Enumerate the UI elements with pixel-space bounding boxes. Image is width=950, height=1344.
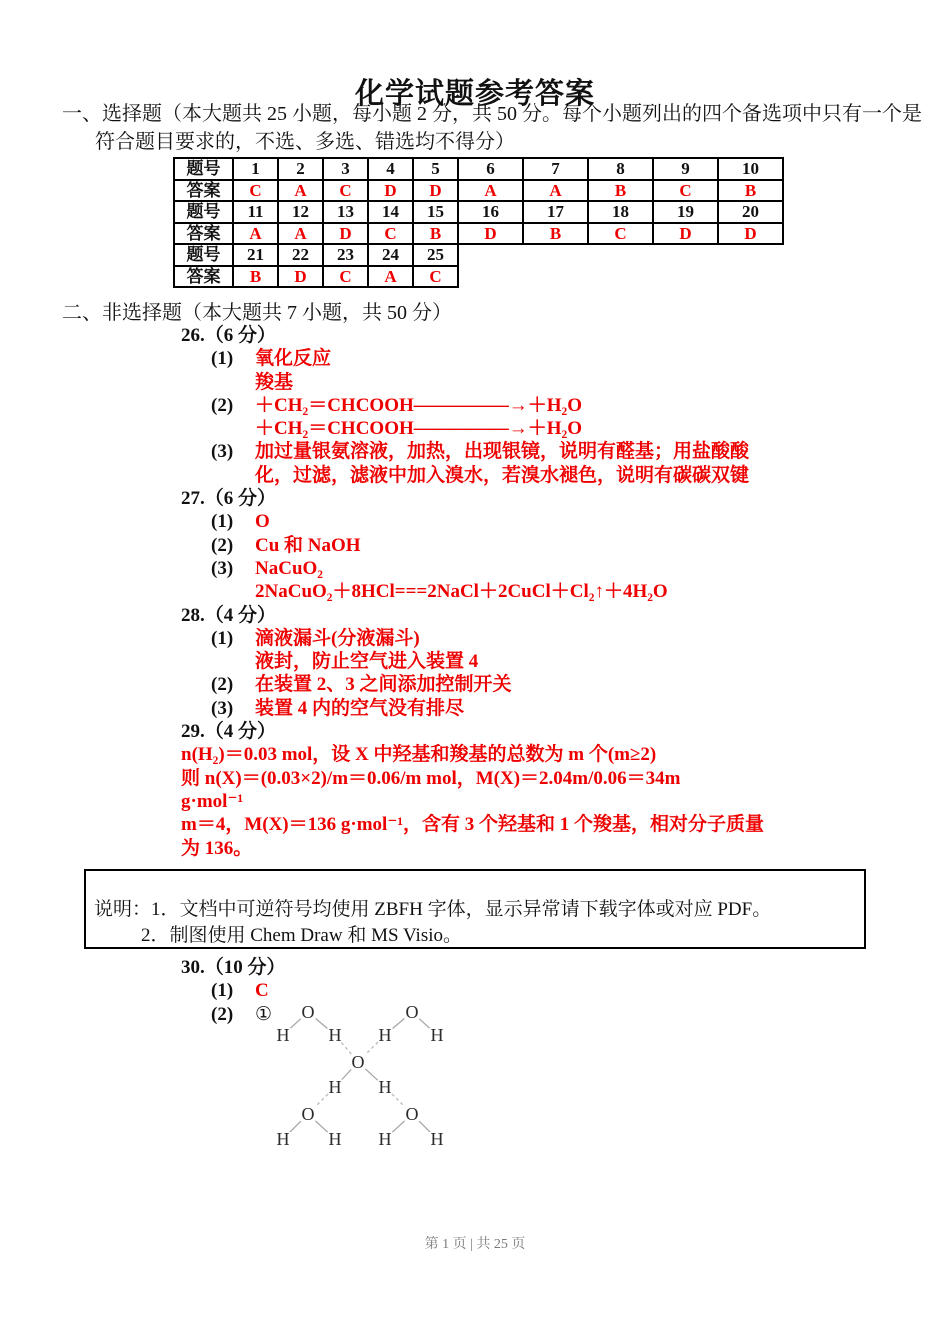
answer-cell: B (523, 223, 588, 245)
answer-cell: B (718, 180, 783, 202)
answer-line: 氧化反应 (255, 348, 332, 370)
question-block (0, 956, 950, 1155)
question-item (0, 979, 950, 1002)
question-block (0, 487, 950, 603)
row-header-cell: 题号 (174, 201, 233, 223)
answer-lines (255, 697, 464, 720)
answer-lines (255, 979, 269, 1002)
table-row-question-numbers (174, 244, 783, 266)
question-number-cell: 2 (278, 158, 323, 180)
question-number-cell: 14 (368, 201, 413, 223)
answer-cell: A (523, 180, 588, 202)
item-label: (3) (211, 441, 234, 463)
answer-cell: C (368, 223, 413, 245)
atom-label-o: O (405, 1103, 419, 1124)
question-item (0, 534, 950, 557)
answer-cell: A (458, 180, 523, 202)
question-item (0, 394, 950, 441)
covalent-bond (419, 1018, 429, 1027)
answer-cell: D (323, 223, 368, 245)
question-item (0, 557, 950, 604)
table-row-question-numbers (174, 201, 783, 223)
question-block (0, 720, 950, 860)
answer-body-line: g·mol⁻¹ (181, 790, 244, 812)
note-text-1: 1．文档中可逆符号均使用 ZBFH 字体，显示异常请下载字体或对应 PDF。 (151, 899, 772, 920)
question-number-cell: 15 (413, 201, 458, 223)
item-label: (3) (211, 557, 234, 579)
question-number-cell: 19 (653, 201, 718, 223)
atom-label-h: H (378, 1024, 392, 1045)
answer-lines (255, 440, 749, 487)
row-header-cell: 答案 (174, 266, 233, 288)
table-row-answers (174, 266, 783, 288)
answer-body-line: 则 n(X)＝(0.03×2)/m＝0.06/m mol，M(X)＝2.04m/0.06＝34m (181, 767, 681, 789)
answer-cell: C (233, 180, 278, 202)
answer-cell: D (718, 223, 783, 245)
page-title: 化学试题参考答案 (354, 78, 595, 111)
note-label: 说明： (94, 899, 152, 920)
questions-26-29 (0, 324, 950, 860)
answer-lines (255, 394, 582, 441)
question-number-cell: 4 (368, 158, 413, 180)
covalent-bond (365, 1068, 377, 1079)
question-number-cell: 23 (323, 244, 368, 266)
answer-line: 液封，防止空气进入装置 4 (255, 651, 479, 673)
water-hydrogen-bond-diagram (250, 1003, 482, 1159)
question-number-cell: 12 (278, 201, 323, 223)
answer-cell: B (233, 266, 278, 288)
atom-label-o: O (351, 1051, 365, 1072)
answer-cell: D (458, 223, 523, 245)
answer-body-line: 为 136。 (181, 837, 253, 859)
covalent-bond (342, 1069, 351, 1079)
question-number-cell: 17 (523, 201, 588, 223)
table-row-answers (174, 223, 783, 245)
hydrogen-bond (341, 1042, 351, 1054)
row-header-cell: 题号 (174, 158, 233, 180)
answer-cell: C (588, 223, 653, 245)
answer-cell: A (233, 223, 278, 245)
answer-line: 2NaCuO₂＋8HCl===2NaCl＋2CuCl＋Cl₂↑＋4H₂O (255, 581, 668, 603)
covalent-bond (419, 1121, 430, 1132)
question-number-cell: 21 (233, 244, 278, 266)
question-number-cell: 6 (458, 158, 523, 180)
question-number-cell: 25 (413, 244, 458, 266)
note-line-1 (94, 897, 864, 923)
question-number-cell: 7 (523, 158, 588, 180)
answer-lines (255, 627, 478, 674)
question-heading: 28.（4 分） (181, 604, 277, 626)
question-number-cell: 22 (278, 244, 323, 266)
circled-number: ① (255, 1003, 273, 1025)
atom-label-o: O (301, 1001, 315, 1022)
atom-label-h: H (328, 1128, 342, 1149)
row-header-cell: 题号 (174, 244, 233, 266)
atom-label-h: H (430, 1128, 444, 1149)
covalent-bond (393, 1018, 405, 1028)
answer-body-line: n(H₂)＝0.03 mol，设 X 中羟基和羧基的总数为 m 个(m≥2) (181, 744, 657, 766)
answer-body-line: m＝4，M(X)＝136 g·mol⁻¹，含有 3 个羟基和 1 个羧基，相对分子质量 (181, 814, 765, 836)
answer-lines (255, 534, 361, 557)
answer-line: ＋CH₂＝CHCOOH—————→＋H₂O (255, 418, 583, 440)
answer-cell: D (413, 180, 458, 202)
question-heading: 26.（6 分） (181, 325, 277, 346)
atom-label-h: H (328, 1024, 342, 1045)
answer-line: C (255, 980, 269, 1002)
answer-table (173, 157, 784, 288)
section1-heading (62, 101, 922, 156)
answer-cell: D (278, 266, 323, 288)
atom-label-h: H (276, 1128, 290, 1149)
answer-cell: C (653, 180, 718, 202)
answer-cell: D (368, 180, 413, 202)
answer-line: NaCuO₂ (255, 557, 323, 579)
covalent-bond (392, 1120, 404, 1131)
item-label: (3) (211, 697, 234, 719)
question-number-cell: 24 (368, 244, 413, 266)
item-label: (2) (211, 394, 234, 416)
question-item (0, 440, 950, 487)
atom-label-h: H (276, 1024, 290, 1045)
item-label: (1) (211, 348, 234, 370)
answer-line: 羧基 (255, 371, 294, 393)
page-footer: 第 1 页 | 共 25 页 (424, 1237, 526, 1252)
table-row-question-numbers (174, 158, 783, 180)
item-label: (2) (211, 534, 234, 556)
question-number-cell: 9 (653, 158, 718, 180)
question-number-cell: 18 (588, 201, 653, 223)
atom-label-h: H (430, 1024, 444, 1045)
section1-heading-line2: 符合题目要求的，不选、多选、错选均不得分） (95, 130, 515, 153)
question-30 (0, 956, 950, 1155)
question-number-cell: 13 (323, 201, 368, 223)
answer-lines (255, 557, 668, 604)
question-number-cell: 10 (718, 158, 783, 180)
answer-line: O (255, 511, 270, 533)
question-heading: 27.（6 分） (181, 488, 277, 510)
question-number-cell: 20 (718, 201, 783, 223)
question-block (0, 324, 950, 487)
hydrogen-bond (392, 1094, 405, 1107)
row-header-cell: 答案 (174, 223, 233, 245)
answer-line: 在装置 2、3 之间添加控制开关 (255, 674, 512, 696)
answer-line: Cu 和 NaOH (255, 534, 361, 556)
answer-cell: A (368, 266, 413, 288)
hydrogen-bond (315, 1094, 328, 1107)
question-number-cell: 3 (323, 158, 368, 180)
question-number-cell: 1 (233, 158, 278, 180)
answer-cell: C (413, 266, 458, 288)
hydrogen-bond (365, 1042, 378, 1055)
note-text-2: 2．制图使用 Chem Draw 和 MS Visio。 (141, 925, 462, 946)
item-label: (2) (211, 1003, 234, 1025)
question-item (0, 627, 950, 674)
atom-label-h: H (328, 1076, 342, 1097)
answer-line: 装置 4 内的空气没有排尽 (255, 697, 465, 719)
answer-cell: C (323, 266, 368, 288)
question-block (0, 604, 950, 720)
item-label: (1) (211, 511, 234, 533)
section2-heading: 二、非选择题（本大题共 7 小题，共 50 分） (62, 302, 452, 324)
question-number-cell: 8 (588, 158, 653, 180)
question-number-cell: 11 (233, 201, 278, 223)
answer-lines (255, 347, 331, 394)
covalent-bond (290, 1018, 300, 1027)
question-item (0, 347, 950, 394)
answer-cell: C (323, 180, 368, 202)
answer-lines (255, 673, 512, 696)
answer-line: 化，过滤，滤液中加入溴水，若溴水褪色，说明有碳碳双键 (255, 464, 750, 486)
atom-label-h: H (378, 1076, 392, 1097)
table-row-answers (174, 180, 783, 202)
item-label: (2) (211, 674, 234, 696)
note-box (84, 869, 866, 949)
answer-line: 加过量银氨溶液，加热，出现银镜，说明有醛基；用盐酸酸 (255, 441, 750, 463)
covalent-bond (290, 1121, 301, 1132)
question-item (0, 1003, 950, 1155)
question-heading: 30.（10 分） (181, 957, 286, 978)
item-label: (1) (211, 980, 234, 1002)
answer-table-body (174, 158, 783, 287)
answer-cell: A (278, 223, 323, 245)
item-label: (1) (211, 627, 234, 649)
question-item (0, 697, 950, 720)
atom-label-o: O (405, 1001, 419, 1022)
row-header-cell: 答案 (174, 180, 233, 202)
question-number-cell: 16 (458, 201, 523, 223)
question-number-cell: 5 (413, 158, 458, 180)
answer-cell: D (653, 223, 718, 245)
answer-cell: B (413, 223, 458, 245)
answer-lines (255, 510, 270, 533)
question-heading: 29.（4 分） (181, 721, 277, 743)
question-item (0, 510, 950, 533)
answer-cell: B (588, 180, 653, 202)
section1-heading-line1: 一、选择题（本大题共 25 小题，每小题 2 分，共 50 分。每个小题列出的四个备选项中只有一个是 (62, 103, 922, 125)
answer-line: 滴液漏斗(分液漏斗) (255, 627, 420, 649)
answer-line: ＋CH₂＝CHCOOH—————→＋H₂O (255, 394, 583, 416)
atom-label-o: O (301, 1103, 315, 1124)
covalent-bond (316, 1018, 328, 1028)
covalent-bond (315, 1120, 327, 1131)
question-item (0, 673, 950, 696)
atom-label-h: H (378, 1128, 392, 1149)
answer-cell: A (278, 180, 323, 202)
